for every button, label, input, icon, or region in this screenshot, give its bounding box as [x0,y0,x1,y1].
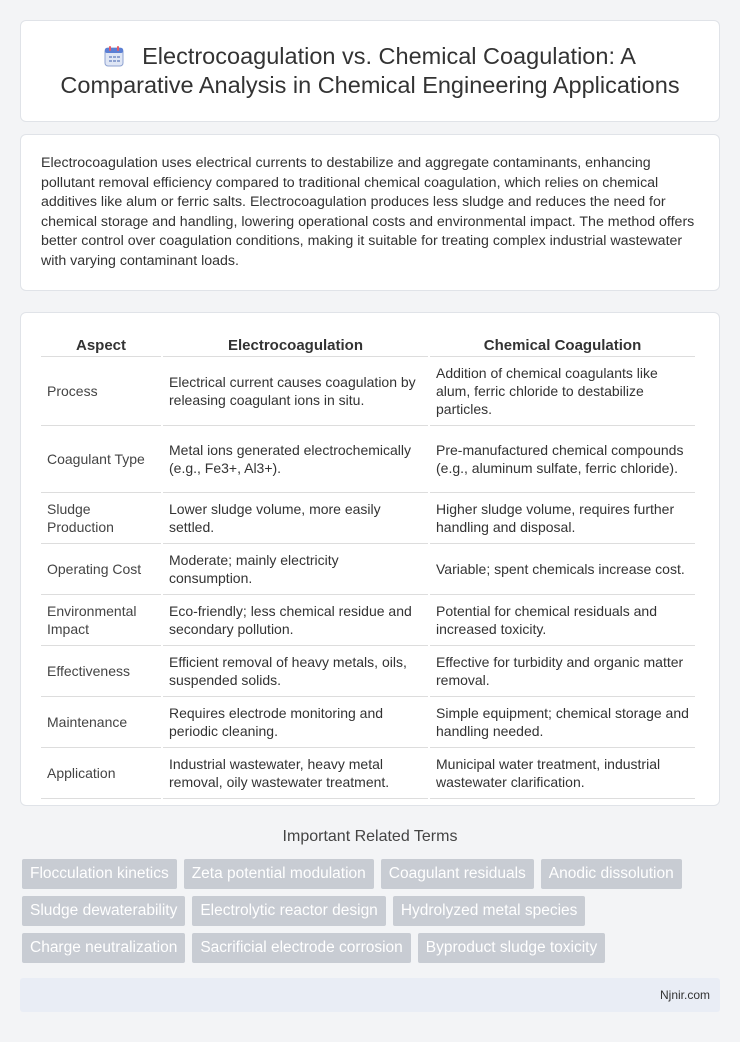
intro-paragraph: Electrocoagulation uses electrical currents to destabilize and aggregate contaminants, enhancing pollutant removal efficiency compared to traditional chemical coagulation, which relies on chemical additives like alum or ferric salts. Electrocoagulation produces less sludge and reduces the need for chemical storage and handling, lowering operational costs and environmental impact. The method offers better control over coagulation conditions, making it suitable for treating complex industrial wastewater with varying contaminant loads. [41,155,695,269]
cell-aspect: Environmental Impact [41,595,161,646]
cell-chemical-coagulation: Higher sludge volume, requires further handling and disposal. [430,493,695,544]
table-row [41,493,695,544]
cell-aspect: Effectiveness [41,646,161,697]
related-terms-heading: Important Related Terms [282,828,458,845]
footer-site-link[interactable]: Njnir.com [659,988,710,1002]
term-tag[interactable]: Zeta potential modulation [184,859,374,889]
cell-electrocoagulation: Moderate; mainly electricity consumption. [163,544,428,595]
cell-aspect: Maintenance [41,697,161,748]
page-title-text: Electrocoagulation vs. Chemical Coagulation: A Comparative Analysis in Chemical Engineering Applications [60,43,680,98]
table-row [41,748,695,799]
cell-chemical-coagulation: Pre-manufactured chemical compounds (e.g., aluminum sulfate, ferric chloride). [430,426,695,493]
related-terms-list [22,859,722,963]
term-tag[interactable]: Hydrolyzed metal species [393,896,586,926]
cell-aspect: Application [41,748,161,799]
table-row [41,697,695,748]
cell-electrocoagulation: Efficient removal of heavy metals, oils, suspended solids. [163,646,428,697]
term-tag[interactable]: Byproduct sludge toxicity [418,933,605,963]
header-chemical-coagulation: Chemical Coagulation [430,333,695,357]
table-row [41,426,695,493]
comparison-table [39,333,697,799]
comparison-table-card [20,312,720,806]
term-tag[interactable]: Coagulant residuals [381,859,534,889]
footer [20,978,720,1012]
cell-chemical-coagulation: Effective for turbidity and organic matter removal. [430,646,695,697]
cell-chemical-coagulation: Variable; spent chemicals increase cost. [430,544,695,595]
table-row [41,357,695,426]
term-tag[interactable]: Charge neutralization [22,933,185,963]
cell-aspect: Process [41,357,161,426]
table-row [41,646,695,697]
cell-aspect: Operating Cost [41,544,161,595]
term-tag[interactable]: Electrolytic reactor design [192,896,385,926]
cell-electrocoagulation: Electrical current causes coagulation by releasing coagulant ions in situ. [163,357,428,426]
cell-electrocoagulation: Eco-friendly; less chemical residue and secondary pollution. [163,595,428,646]
cell-chemical-coagulation: Simple equipment; chemical storage and handling needed. [430,697,695,748]
header-aspect: Aspect [41,333,161,357]
cell-aspect: Sludge Production [41,493,161,544]
intro-card [20,134,720,291]
table-header-row [41,333,695,357]
title-card [20,20,720,122]
cell-electrocoagulation: Lower sludge volume, more easily settled. [163,493,428,544]
cell-electrocoagulation: Metal ions generated electrochemically (e.g., Fe3+, Al3+). [163,426,428,493]
calendar-icon [104,45,124,67]
term-tag[interactable]: Flocculation kinetics [22,859,177,889]
term-tag[interactable]: Sacrificial electrode corrosion [192,933,410,963]
page-title [41,42,699,100]
table-row [41,595,695,646]
table-row [41,544,695,595]
cell-electrocoagulation: Requires electrode monitoring and periodic cleaning. [163,697,428,748]
cell-chemical-coagulation: Addition of chemical coagulants like alum, ferric chloride to destabilize particles. [430,357,695,426]
cell-electrocoagulation: Industrial wastewater, heavy metal removal, oily wastewater treatment. [163,748,428,799]
term-tag[interactable]: Anodic dissolution [541,859,682,889]
cell-chemical-coagulation: Municipal water treatment, industrial wastewater clarification. [430,748,695,799]
term-tag[interactable]: Sludge dewaterability [22,896,185,926]
cell-aspect: Coagulant Type [41,426,161,493]
cell-chemical-coagulation: Potential for chemical residuals and increased toxicity. [430,595,695,646]
header-electrocoagulation: Electrocoagulation [163,333,428,357]
